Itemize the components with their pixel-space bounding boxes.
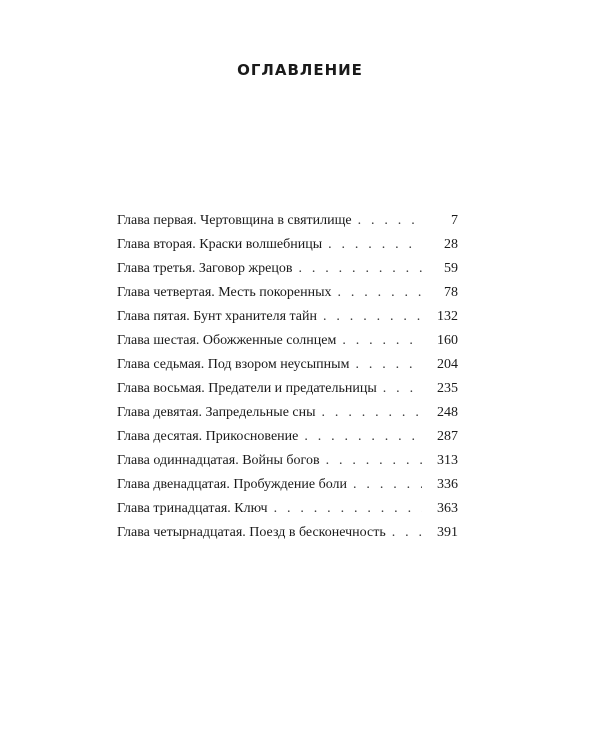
toc-dot-leader: [298, 257, 422, 281]
toc-entry-page: 363: [437, 501, 458, 516]
toc-entry: [117, 233, 458, 257]
toc-dot-leader: [322, 401, 422, 425]
toc-entry-page: 336: [437, 477, 458, 492]
toc-entry-title: Глава седьмая. Под взором неусыпным: [117, 357, 350, 372]
toc-entry: [117, 521, 458, 545]
toc-entry-page: 235: [437, 381, 458, 396]
toc-entry-title: Глава четвертая. Месть покоренных: [117, 285, 332, 300]
toc-entry: [117, 377, 458, 401]
toc-entry-page: 248: [437, 405, 458, 420]
toc-entry-page: 132: [437, 309, 458, 324]
toc-entry: [117, 209, 458, 233]
toc-entry: [117, 257, 458, 281]
toc-dot-leader: [342, 329, 422, 353]
toc-dot-leader: [326, 449, 422, 473]
toc-entry-title: Глава восьмая. Предатели и предательницы: [117, 381, 377, 396]
toc-dot-leader: [358, 209, 422, 233]
toc-entry-page: 7: [451, 213, 458, 228]
toc-entry-title: Глава одиннадцатая. Войны богов: [117, 453, 320, 468]
toc-entry-page: 204: [437, 357, 458, 372]
toc-entry-title: Глава третья. Заговор жрецов: [117, 261, 293, 276]
toc-entry: [117, 329, 458, 353]
toc-entry-title: Глава десятая. Прикосновение: [117, 429, 299, 444]
toc-dot-leader: [274, 497, 422, 521]
toc-entry: [117, 449, 458, 473]
toc-entry-title: Глава двенадцатая. Пробуждение боли: [117, 477, 348, 492]
toc-dot-leader: [304, 425, 422, 449]
toc-entry: [117, 305, 458, 329]
toc-entry-page: 160: [437, 333, 458, 348]
toc-dot-leader: [337, 281, 422, 305]
toc-entry-title: Глава шестая. Обожженные солнцем: [117, 333, 337, 348]
toc-dot-leader: [355, 353, 422, 377]
toc-entry: [117, 281, 458, 305]
toc-dot-leader: [353, 473, 422, 497]
toc-entry-page: 313: [437, 453, 458, 468]
toc-entry-page: 287: [437, 429, 458, 444]
toc-dot-leader: [383, 377, 422, 401]
toc-entry: [117, 473, 458, 497]
toc-entry-page: 28: [444, 237, 458, 252]
toc-entry-title: Глава первая. Чертовщина в святилище: [117, 213, 352, 228]
toc-entry: [117, 497, 458, 521]
toc-entry: [117, 401, 458, 425]
toc-entry-title: Глава пятая. Бунт хранителя тайн: [117, 309, 317, 324]
toc-dot-leader: [328, 233, 422, 257]
toc-entry-title: Глава девятая. Запредельные сны: [117, 405, 316, 420]
toc-entry: [117, 425, 458, 449]
toc-entry-title: Глава тринадцатая. Ключ: [117, 501, 268, 516]
page-title: ОГЛАВЛЕНИЕ: [237, 61, 363, 79]
toc-entry-page: 78: [444, 285, 458, 300]
toc-entry-title: Глава вторая. Краски волшебницы: [117, 237, 323, 252]
toc-entry-title: Глава четырнадцатая. Поезд в бесконечность: [117, 525, 386, 540]
toc-entry-page: 59: [444, 261, 458, 276]
toc-dot-leader: [323, 305, 422, 329]
table-of-contents: [117, 209, 458, 545]
toc-entry: [117, 353, 458, 377]
toc-entry-page: 391: [437, 525, 458, 540]
toc-dot-leader: [392, 521, 422, 545]
